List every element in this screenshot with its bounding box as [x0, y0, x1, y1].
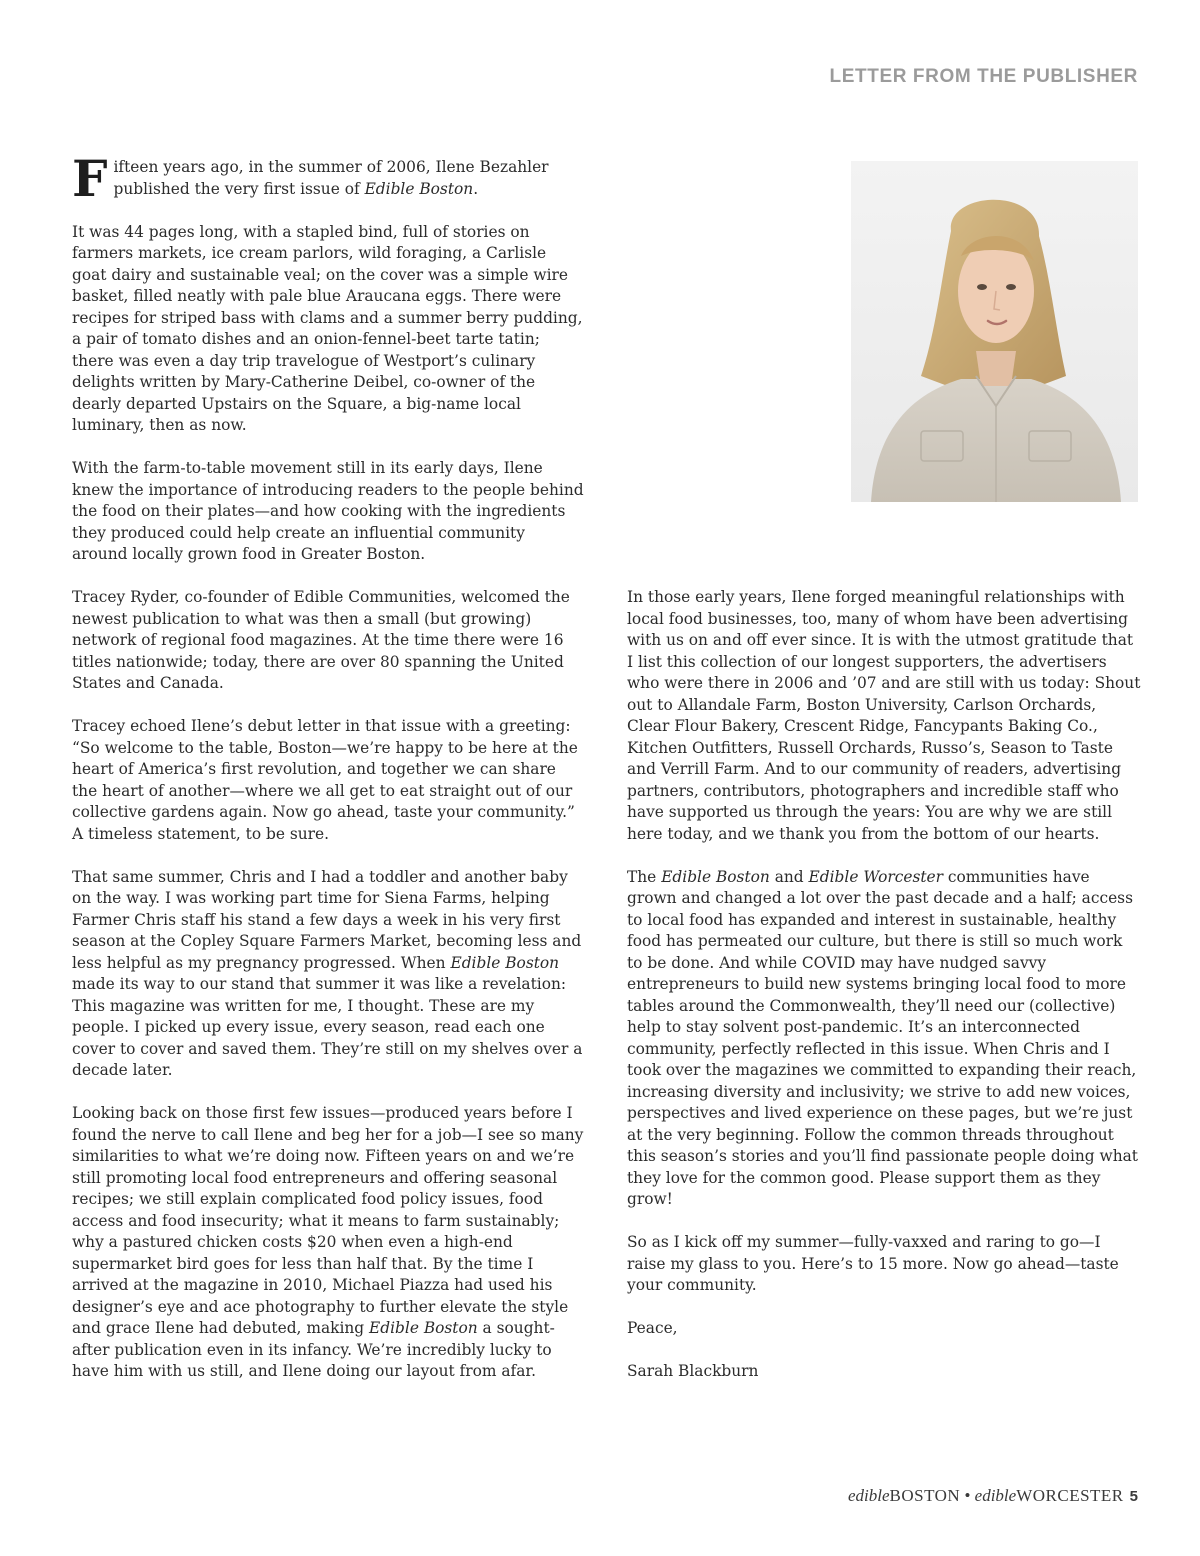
- paragraph-looking-back: [72, 1103, 584, 1383]
- text: a sought-after publication even in its infancy. We’re incredibly lucky to have him with us still, and Ilene doing our layout from afar.: [72, 1319, 555, 1380]
- intro-text-end: .: [473, 179, 479, 198]
- closing: Peace,: [627, 1319, 678, 1337]
- text: The: [627, 867, 662, 886]
- publication-title: Edible Worcester: [808, 867, 944, 886]
- footer-edible: edible: [847, 1486, 890, 1505]
- paragraph-same-summer: [72, 867, 584, 1082]
- publication-title: Edible Boston: [450, 953, 560, 972]
- section-label: LETTER FROM THE PUBLISHER: [829, 66, 1138, 87]
- page-number: 5: [1129, 1488, 1138, 1505]
- footer-boston: BOSTON: [889, 1486, 961, 1505]
- paragraph-first-issue: It was 44 pages long, with a stapled bind, full of stories on farmers markets, ice cream parlors, wild foraging, a Carlisle goat dairy and sustainable veal; on the cover was a simple wire basket, filled neatly with pale blue Araucana eggs. There were recipes for striped bass with clams and a summer berry pudding, a pair of tomato dishes and an onion-fennel-beet tarte tatin; there was even a day trip travelogue of Westport’s culinary delights written by Mary-Catherine Deibel, co-owner of the dearly departed Upstairs on the Square, a big-name local luminary, then as now.: [72, 222, 583, 434]
- footer-edible: edible: [974, 1486, 1017, 1505]
- text: communities have grown and changed a lot over the past decade and a half; access to local food has expanded and interest in sustainable, healthy food has permeated our culture, but there is still so much work to be done. And while COVID may have nudged savvy entrepreneurs to build new systems bringing local food to more tables around the Commonwealth, they’ll need our (collective) help to stay solvent post-pandemic. It’s an interconnected community, perfectly reflected in this issue. When Chris and I took over the magazines we committed to expanding their reach, increasing diversity and inclusivity; we strive to add new voices, perspectives and lived experience on these pages, but we’re just at the very beginning. Follow the common threads throughout this season’s stories and you’ll find passionate people doing what they love for the common good. Please support them as they grow!: [627, 867, 1138, 1208]
- text: That same summer, Chris and I had a toddler and another baby on the way. I was working part time for Siena Farms, helping Farmer Chris staff his stand a few days a week in his very first season at the Copley Square Farmers Market, becoming less and less helpful as my pregnancy progressed. When: [72, 867, 582, 972]
- paragraph-advertisers: In those early years, Ilene forged meaningful relationships with local food businesses, too, many of whom have been advertising with us on and off ever since. It is with the utmost gratitude that I list this collection of our longest supporters, the advertisers who were there in 2006 and ’07 and are still with us today: Shout out to Allandale Farm, Boston University, Carlson Orchards, Clear Flour Bakery, Crescent Ridge, Fancypants Baking Co., Kitchen Outfitters, Russell Orchards, Russo’s, Season to Taste and Verrill Farm. And to our community of readers, advertising partners, contributors, photographers and incredible staff who have supported us through the years: You are why we are still here today, and we thank you from the bottom of our hearts.: [627, 588, 1141, 843]
- text: Looking back on those first few issues—produced years before I found the nerve to call Ilene and beg her for a job—I see so many similarities to what we’re doing now. Fifteen years on and we’re still promoting local food entrepreneurs and offering seasonal recipes; we still explain complicated food policy issues, food access and food insecurity; what it means to farm sustainably; why a pastured chicken costs $20 when even a high-end supermarket bird goes for less than half that. By the time I arrived at the magazine in 2010, Michael Piazza had used his designer’s eye and ace photography to further elevate the style and grace Ilene had debuted, making: [72, 1104, 584, 1337]
- publisher-portrait: [851, 161, 1138, 502]
- publication-title: Edible Boston: [364, 179, 474, 198]
- publication-title: Edible Boston: [369, 1319, 478, 1337]
- paragraph-farm-to-table: With the farm-to-table movement still in its early days, Ilene knew the importance of introducing readers to the people behind the food on their plates—and how cooking with the ingredients they produced could help create an influential community around locally grown food in Greater Boston.: [72, 459, 584, 563]
- text: made its way to our stand that summer it was like a revelation: This magazine was written for me, I thought. These are my people. I picked up every issue, every season, read each one cover to cover and saved them. They’re still on my shelves over a decade later.: [72, 975, 583, 1079]
- left-column: [72, 149, 584, 1404]
- paragraph-edible-communities: Tracey Ryder, co-founder of Edible Communities, welcomed the newest publication to what was then a small (but growing) network of regional food magazines. At the time there were 16 titles nationwide; today, there are over 80 spanning the United States and Canada.: [72, 588, 570, 692]
- paragraph-greeting: Tracey echoed Ilene’s debut letter in that issue with a greeting: “So welcome to the table, Boston—we’re happy to be here at the heart of America’s first revolution, and together we can share the heart of another—where we all get to eat straight out of our collective gardens again. Now go ahead, taste your community.” A timeless statement, to be sure.: [72, 717, 578, 843]
- intro-text: ifteen years ago, in the summer of 2006, Ilene Bezahler published the very first issue of: [113, 158, 549, 198]
- drop-cap: F: [72, 149, 108, 208]
- right-column: [627, 587, 1141, 1404]
- footer-bullet: •: [960, 1486, 975, 1505]
- paragraph-kick-off-summer: So as I kick off my summer—fully-vaxxed and raring to go—I raise my glass to you. Here’s to 15 more. Now go ahead—taste your community.: [627, 1233, 1119, 1294]
- text: and: [769, 867, 809, 886]
- portrait-image: [851, 161, 1138, 502]
- footer-worcester: WORCESTER: [1016, 1486, 1124, 1505]
- paragraph-communities: [627, 867, 1141, 1211]
- paragraph-intro: [72, 149, 584, 208]
- page-footer: [848, 1486, 1138, 1506]
- publication-title: Edible Boston: [661, 867, 770, 886]
- signature: Sarah Blackburn: [627, 1362, 759, 1380]
